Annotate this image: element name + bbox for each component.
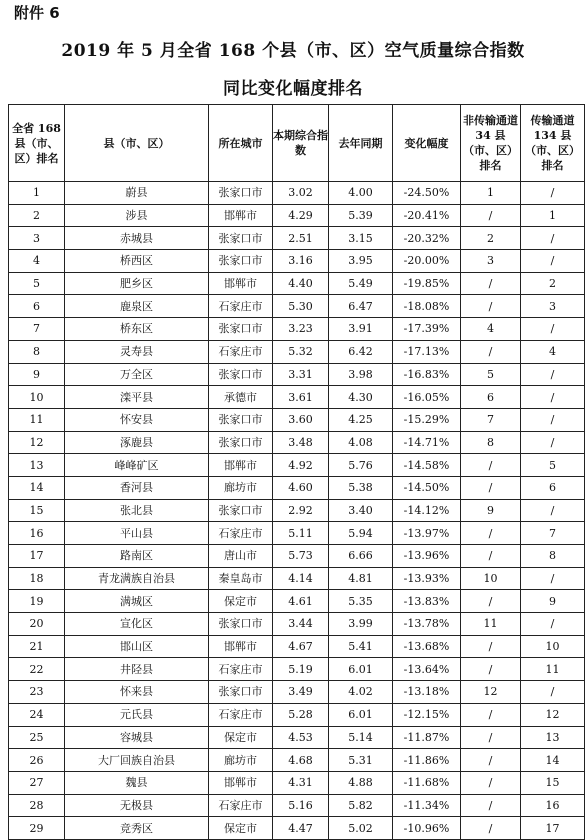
header-current-index: 本期综合指数 [273, 105, 329, 182]
county-cell: 竞秀区 [65, 817, 209, 840]
rank-cell: 21 [9, 635, 65, 658]
page-title: 2019 年 5 月全省 168 个县（市、区）空气质量综合指数 [61, 41, 525, 61]
channel-rank-cell: 7 [521, 522, 585, 545]
channel-rank-cell: / [521, 431, 585, 454]
table-row [9, 681, 585, 704]
current-index-cell: 4.67 [273, 635, 329, 658]
rank-cell: 1 [9, 182, 65, 205]
city-cell: 张家口市 [209, 613, 273, 636]
last-year-cell: 6.66 [329, 545, 393, 568]
county-cell: 无极县 [65, 794, 209, 817]
channel-rank-cell: / [521, 363, 585, 386]
county-cell: 万全区 [65, 363, 209, 386]
last-year-cell: 5.39 [329, 204, 393, 227]
channel-rank-cell: 4 [521, 340, 585, 363]
non-channel-rank-cell: 2 [461, 227, 521, 250]
county-cell: 元氏县 [65, 703, 209, 726]
table-row [9, 476, 585, 499]
county-cell: 赤城县 [65, 227, 209, 250]
county-cell: 张北县 [65, 499, 209, 522]
last-year-cell: 3.15 [329, 227, 393, 250]
channel-rank-cell: 8 [521, 545, 585, 568]
channel-rank-cell: 16 [521, 794, 585, 817]
non-channel-rank-cell: 9 [461, 499, 521, 522]
last-year-cell: 4.00 [329, 182, 393, 205]
change-cell: -11.87% [393, 726, 461, 749]
channel-rank-cell: 11 [521, 658, 585, 681]
last-year-cell: 5.76 [329, 454, 393, 477]
channel-rank-cell: / [521, 681, 585, 704]
rank-cell: 20 [9, 613, 65, 636]
last-year-cell: 5.14 [329, 726, 393, 749]
change-cell: -18.08% [393, 295, 461, 318]
city-cell: 秦皇岛市 [209, 567, 273, 590]
current-index-cell: 3.16 [273, 250, 329, 273]
city-cell: 保定市 [209, 726, 273, 749]
current-index-cell: 4.60 [273, 476, 329, 499]
table-row [9, 386, 585, 409]
change-cell: -20.00% [393, 250, 461, 273]
channel-rank-cell: 9 [521, 590, 585, 613]
county-cell: 涿鹿县 [65, 431, 209, 454]
header-last-year: 去年同期 [329, 105, 393, 182]
city-cell: 石家庄市 [209, 340, 273, 363]
change-cell: -14.50% [393, 476, 461, 499]
last-year-cell: 6.01 [329, 658, 393, 681]
current-index-cell: 3.48 [273, 431, 329, 454]
channel-rank-cell: / [521, 408, 585, 431]
channel-rank-cell: / [521, 386, 585, 409]
non-channel-rank-cell: 10 [461, 567, 521, 590]
table-row [9, 363, 585, 386]
current-index-cell: 4.53 [273, 726, 329, 749]
table-row [9, 340, 585, 363]
city-cell: 邯郸市 [209, 635, 273, 658]
table-row [9, 635, 585, 658]
non-channel-rank-cell: / [461, 703, 521, 726]
channel-rank-cell: 1 [521, 204, 585, 227]
county-cell: 肥乡区 [65, 272, 209, 295]
change-cell: -13.68% [393, 635, 461, 658]
current-index-cell: 4.47 [273, 817, 329, 840]
city-cell: 邯郸市 [209, 204, 273, 227]
channel-rank-cell: / [521, 318, 585, 341]
table-row [9, 567, 585, 590]
non-channel-rank-cell: / [461, 794, 521, 817]
table-row [9, 204, 585, 227]
non-channel-rank-cell: 12 [461, 681, 521, 704]
change-cell: -15.29% [393, 408, 461, 431]
change-cell: -14.71% [393, 431, 461, 454]
rank-cell: 5 [9, 272, 65, 295]
table-row [9, 522, 585, 545]
county-cell: 桥西区 [65, 250, 209, 273]
channel-rank-cell: 17 [521, 817, 585, 840]
city-cell: 张家口市 [209, 318, 273, 341]
change-cell: -19.85% [393, 272, 461, 295]
rank-cell: 26 [9, 749, 65, 772]
current-index-cell: 4.61 [273, 590, 329, 613]
city-cell: 张家口市 [209, 182, 273, 205]
county-cell: 香河县 [65, 476, 209, 499]
last-year-cell: 3.95 [329, 250, 393, 273]
non-channel-rank-cell: 8 [461, 431, 521, 454]
rank-cell: 4 [9, 250, 65, 273]
channel-rank-cell: 12 [521, 703, 585, 726]
current-index-cell: 4.29 [273, 204, 329, 227]
page-subtitle: 同比变化幅度排名 [223, 79, 363, 99]
non-channel-rank-cell: 11 [461, 613, 521, 636]
city-cell: 保定市 [209, 817, 273, 840]
last-year-cell: 3.91 [329, 318, 393, 341]
table-row [9, 272, 585, 295]
county-cell: 怀来县 [65, 681, 209, 704]
change-cell: -12.15% [393, 703, 461, 726]
city-cell: 张家口市 [209, 363, 273, 386]
non-channel-rank-cell: / [461, 726, 521, 749]
city-cell: 张家口市 [209, 408, 273, 431]
rank-cell: 29 [9, 817, 65, 840]
table-row [9, 703, 585, 726]
channel-rank-cell: 6 [521, 476, 585, 499]
current-index-cell: 5.73 [273, 545, 329, 568]
non-channel-rank-cell: / [461, 295, 521, 318]
table-row [9, 250, 585, 273]
rank-cell: 7 [9, 318, 65, 341]
table-row [9, 817, 585, 840]
current-index-cell: 5.32 [273, 340, 329, 363]
non-channel-rank-cell: 1 [461, 182, 521, 205]
channel-rank-cell: 2 [521, 272, 585, 295]
change-cell: -17.39% [393, 318, 461, 341]
change-cell: -16.05% [393, 386, 461, 409]
last-year-cell: 6.47 [329, 295, 393, 318]
current-index-cell: 5.19 [273, 658, 329, 681]
rank-cell: 10 [9, 386, 65, 409]
channel-rank-cell: / [521, 182, 585, 205]
last-year-cell: 5.38 [329, 476, 393, 499]
county-cell: 魏县 [65, 771, 209, 794]
city-cell: 石家庄市 [209, 703, 273, 726]
channel-rank-cell: 15 [521, 771, 585, 794]
rank-cell: 22 [9, 658, 65, 681]
header-province-rank: 全省 168 县（市、区）排名 [9, 105, 65, 182]
last-year-cell: 4.02 [329, 681, 393, 704]
city-cell: 张家口市 [209, 681, 273, 704]
change-cell: -24.50% [393, 182, 461, 205]
current-index-cell: 4.92 [273, 454, 329, 477]
current-index-cell: 4.40 [273, 272, 329, 295]
table-row [9, 431, 585, 454]
non-channel-rank-cell: / [461, 545, 521, 568]
header-change: 变化幅度 [393, 105, 461, 182]
county-cell: 邯山区 [65, 635, 209, 658]
change-cell: -14.12% [393, 499, 461, 522]
non-channel-rank-cell: / [461, 635, 521, 658]
current-index-cell: 3.60 [273, 408, 329, 431]
city-cell: 邯郸市 [209, 771, 273, 794]
county-cell: 怀安县 [65, 408, 209, 431]
header-channel-rank: 传输通道 134 县（市、区）排名 [521, 105, 585, 182]
current-index-cell: 4.31 [273, 771, 329, 794]
rank-cell: 9 [9, 363, 65, 386]
header-county: 县（市、区） [65, 105, 209, 182]
table-row [9, 499, 585, 522]
last-year-cell: 5.49 [329, 272, 393, 295]
current-index-cell: 5.11 [273, 522, 329, 545]
change-cell: -20.41% [393, 204, 461, 227]
rank-cell: 24 [9, 703, 65, 726]
channel-rank-cell: / [521, 567, 585, 590]
change-cell: -11.68% [393, 771, 461, 794]
non-channel-rank-cell: / [461, 749, 521, 772]
last-year-cell: 5.31 [329, 749, 393, 772]
attachment-label: 附件 6 [14, 4, 60, 22]
last-year-cell: 4.25 [329, 408, 393, 431]
non-channel-rank-cell: 7 [461, 408, 521, 431]
rank-cell: 27 [9, 771, 65, 794]
county-cell: 容城县 [65, 726, 209, 749]
last-year-cell: 5.94 [329, 522, 393, 545]
table-row [9, 726, 585, 749]
current-index-cell: 2.51 [273, 227, 329, 250]
current-index-cell: 5.28 [273, 703, 329, 726]
county-cell: 鹿泉区 [65, 295, 209, 318]
non-channel-rank-cell: 3 [461, 250, 521, 273]
city-cell: 廊坊市 [209, 476, 273, 499]
non-channel-rank-cell: 4 [461, 318, 521, 341]
last-year-cell: 6.01 [329, 703, 393, 726]
table-row [9, 771, 585, 794]
header-non-channel-rank: 非传输通道 34 县（市、区）排名 [461, 105, 521, 182]
county-cell: 涉县 [65, 204, 209, 227]
change-cell: -10.96% [393, 817, 461, 840]
non-channel-rank-cell: / [461, 272, 521, 295]
change-cell: -13.78% [393, 613, 461, 636]
current-index-cell: 3.31 [273, 363, 329, 386]
channel-rank-cell: 14 [521, 749, 585, 772]
current-index-cell: 2.92 [273, 499, 329, 522]
ranking-table [8, 104, 585, 840]
change-cell: -11.86% [393, 749, 461, 772]
city-cell: 保定市 [209, 590, 273, 613]
change-cell: -11.34% [393, 794, 461, 817]
non-channel-rank-cell: / [461, 817, 521, 840]
rank-cell: 8 [9, 340, 65, 363]
last-year-cell: 4.08 [329, 431, 393, 454]
channel-rank-cell: / [521, 227, 585, 250]
rank-cell: 17 [9, 545, 65, 568]
change-cell: -13.64% [393, 658, 461, 681]
county-cell: 蔚县 [65, 182, 209, 205]
channel-rank-cell: 10 [521, 635, 585, 658]
current-index-cell: 3.44 [273, 613, 329, 636]
table-row [9, 545, 585, 568]
non-channel-rank-cell: / [461, 204, 521, 227]
city-cell: 张家口市 [209, 250, 273, 273]
non-channel-rank-cell: / [461, 658, 521, 681]
change-cell: -13.18% [393, 681, 461, 704]
change-cell: -13.97% [393, 522, 461, 545]
channel-rank-cell: 13 [521, 726, 585, 749]
channel-rank-cell: / [521, 499, 585, 522]
current-index-cell: 4.68 [273, 749, 329, 772]
last-year-cell: 5.02 [329, 817, 393, 840]
table-row [9, 408, 585, 431]
city-cell: 唐山市 [209, 545, 273, 568]
current-index-cell: 5.30 [273, 295, 329, 318]
city-cell: 邯郸市 [209, 272, 273, 295]
rank-cell: 15 [9, 499, 65, 522]
current-index-cell: 4.14 [273, 567, 329, 590]
last-year-cell: 4.30 [329, 386, 393, 409]
channel-rank-cell: / [521, 613, 585, 636]
change-cell: -13.96% [393, 545, 461, 568]
rank-cell: 18 [9, 567, 65, 590]
table-row [9, 590, 585, 613]
rank-cell: 11 [9, 408, 65, 431]
last-year-cell: 5.35 [329, 590, 393, 613]
last-year-cell: 4.81 [329, 567, 393, 590]
county-cell: 满城区 [65, 590, 209, 613]
city-cell: 石家庄市 [209, 658, 273, 681]
rank-cell: 16 [9, 522, 65, 545]
county-cell: 大厂回族自治县 [65, 749, 209, 772]
table-row [9, 227, 585, 250]
last-year-cell: 5.82 [329, 794, 393, 817]
rank-cell: 23 [9, 681, 65, 704]
non-channel-rank-cell: / [461, 340, 521, 363]
county-cell: 路南区 [65, 545, 209, 568]
table-row [9, 454, 585, 477]
rank-cell: 6 [9, 295, 65, 318]
change-cell: -17.13% [393, 340, 461, 363]
rank-cell: 2 [9, 204, 65, 227]
city-cell: 张家口市 [209, 499, 273, 522]
city-cell: 张家口市 [209, 431, 273, 454]
channel-rank-cell: / [521, 250, 585, 273]
non-channel-rank-cell: 5 [461, 363, 521, 386]
current-index-cell: 3.49 [273, 681, 329, 704]
table-row [9, 794, 585, 817]
county-cell: 平山县 [65, 522, 209, 545]
last-year-cell: 5.41 [329, 635, 393, 658]
change-cell: -14.58% [393, 454, 461, 477]
city-cell: 石家庄市 [209, 794, 273, 817]
city-cell: 石家庄市 [209, 522, 273, 545]
header-city: 所在城市 [209, 105, 273, 182]
current-index-cell: 3.23 [273, 318, 329, 341]
rank-cell: 28 [9, 794, 65, 817]
city-cell: 石家庄市 [209, 295, 273, 318]
rank-cell: 3 [9, 227, 65, 250]
last-year-cell: 4.88 [329, 771, 393, 794]
rank-cell: 25 [9, 726, 65, 749]
last-year-cell: 3.99 [329, 613, 393, 636]
change-cell: -20.32% [393, 227, 461, 250]
county-cell: 宣化区 [65, 613, 209, 636]
county-cell: 峰峰矿区 [65, 454, 209, 477]
current-index-cell: 3.61 [273, 386, 329, 409]
channel-rank-cell: 3 [521, 295, 585, 318]
table-row [9, 613, 585, 636]
table-row [9, 749, 585, 772]
rank-cell: 12 [9, 431, 65, 454]
current-index-cell: 3.02 [273, 182, 329, 205]
city-cell: 承德市 [209, 386, 273, 409]
county-cell: 桥东区 [65, 318, 209, 341]
change-cell: -13.83% [393, 590, 461, 613]
last-year-cell: 3.40 [329, 499, 393, 522]
change-cell: -13.93% [393, 567, 461, 590]
non-channel-rank-cell: 6 [461, 386, 521, 409]
county-cell: 井陉县 [65, 658, 209, 681]
county-cell: 滦平县 [65, 386, 209, 409]
last-year-cell: 6.42 [329, 340, 393, 363]
non-channel-rank-cell: / [461, 476, 521, 499]
city-cell: 廊坊市 [209, 749, 273, 772]
table-row [9, 318, 585, 341]
non-channel-rank-cell: / [461, 522, 521, 545]
county-cell: 青龙满族自治县 [65, 567, 209, 590]
change-cell: -16.83% [393, 363, 461, 386]
table-header-row [9, 105, 585, 182]
non-channel-rank-cell: / [461, 771, 521, 794]
table-row [9, 295, 585, 318]
rank-cell: 13 [9, 454, 65, 477]
table-row [9, 182, 585, 205]
current-index-cell: 5.16 [273, 794, 329, 817]
rank-cell: 19 [9, 590, 65, 613]
rank-cell: 14 [9, 476, 65, 499]
non-channel-rank-cell: / [461, 590, 521, 613]
last-year-cell: 3.98 [329, 363, 393, 386]
city-cell: 邯郸市 [209, 454, 273, 477]
non-channel-rank-cell: / [461, 454, 521, 477]
table-row [9, 658, 585, 681]
county-cell: 灵寿县 [65, 340, 209, 363]
channel-rank-cell: 5 [521, 454, 585, 477]
city-cell: 张家口市 [209, 227, 273, 250]
